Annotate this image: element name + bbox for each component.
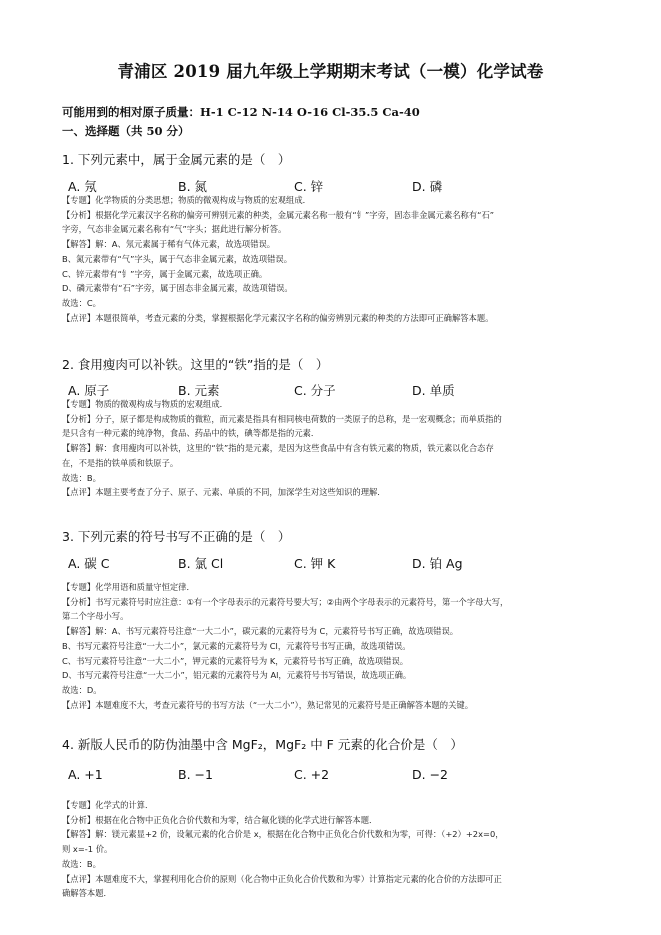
question-2-stem: 2. 食用瘦肉可以补铁。这里的“铁”指的是（ ） xyxy=(62,357,329,372)
explanation-line: 故选：B。 xyxy=(62,858,101,869)
explanation-line: 【点评】本题主要考查了分子、原子、元素、单质的不同，加深学生对这些知识的理解． xyxy=(62,487,386,498)
question-1-stem: 1. 下列元素中，属于金属元素的是（ ） xyxy=(62,152,291,167)
explanation-line: 【专题】化学式的计算． xyxy=(62,800,154,810)
option-b: B. 氯 Cl xyxy=(178,556,224,571)
page-title: 青浦区 2019 届九年级上学期期末考试（一模）化学试卷 xyxy=(117,62,544,81)
explanation-line: C、锌元素带有“钅”字旁，属于金属元素，故选项正确。 xyxy=(62,268,268,279)
option-b: B. 氮 xyxy=(178,179,208,194)
option-c: C. +2 xyxy=(294,767,330,782)
explanation-line: 第二个字母小写。 xyxy=(62,611,129,622)
explanation-line: 【专题】化学物质的分类思想；物质的微观构成与物质的宏观组成． xyxy=(62,195,311,205)
explanation-line: 【分析】分子，原子都是构成物质的微粒，而元素是指具有相同核电荷数的一类原子的总称，是一宏观概念；而单质指的 xyxy=(62,413,502,424)
explanation-line: 【专题】化学用语和质量守恒定律． xyxy=(62,582,195,592)
explanation-line: 则 x=-1 价。 xyxy=(62,844,113,855)
explanation-line: C、书写元素符号注意“一大二小”，钾元素的元素符号为 K，元素符号书写正确，故选项错误。 xyxy=(62,655,409,666)
option-d: D. −2 xyxy=(412,767,448,782)
explanation-line: 【点评】本题很简单，考查元素的分类，掌握根据化学元素汉字名称的偏旁辨别元素的种类的方法即可正确解答本题。 xyxy=(62,312,494,323)
option-c: C. 钾 K xyxy=(294,556,336,571)
option-d: D. 磷 xyxy=(412,179,443,194)
question-4-explanation xyxy=(62,798,610,901)
explanation-line: D、磷元素带有“石”字旁，属于固态非金属元素，故选项错误。 xyxy=(62,283,293,294)
option-b: B. −1 xyxy=(178,767,213,782)
atomic-masses-line: 可能用到的相对原子质量：H-1 C-12 N-14 O-16 Cl-35.5 Ca-40 xyxy=(62,105,420,119)
explanation-line: 【点评】本题难度不大，掌握利用化合价的原则（化合物中正负化合价代数和为零）计算指定元素的化合价的方法即可正 xyxy=(62,873,502,884)
explanation-line: 【解答】解：镁元素显+2 价，设氟元素的化合价是 x，根据在化合物中正负化合价代数和为零，可得：（+2）+2x=0， xyxy=(62,829,504,840)
explanation-line: D、书写元素符号注意“一大二小”，铝元素的元素符号为 Al，元素符号书写错误，故选项正确。 xyxy=(62,670,412,681)
explanation-line: 【解答】解：A、氖元素属于稀有气体元素，故选项错误。 xyxy=(62,239,276,250)
question-4-options xyxy=(68,767,628,785)
option-c: C. 锌 xyxy=(294,179,324,194)
explanation-line: 【分析】根据化学元素汉字名称的偏旁可辨别元素的种类，金属元素名称一般有“钅”字旁，固态非金属元素名称有“石” xyxy=(62,209,495,220)
option-d: D. 单质 xyxy=(412,383,455,398)
question-1-explanation xyxy=(62,193,610,325)
explanation-line: 故选：B。 xyxy=(62,472,101,483)
explanation-line: 故选：C。 xyxy=(62,297,101,308)
explanation-line: 在，不是指的铁单质和铁原子。 xyxy=(62,457,179,468)
question-3-stem: 3. 下列元素的符号书写不正确的是（ ） xyxy=(62,529,291,544)
explanation-line: B、书写元素符号注意“一大二小”，氯元素的元素符号为 Cl，元素符号书写正确，故选项错误。 xyxy=(62,640,411,651)
question-4-stem: 4. 新版人民币的防伪油墨中含 MgF₂，MgF₂ 中 F 元素的化合价是（ ） xyxy=(62,737,463,752)
option-b: B. 元素 xyxy=(178,383,220,398)
explanation-line: 【解答】解：A、书写元素符号注意“一大二小”，碳元素的元素符号为 C，元素符号书写正确，故选项错误。 xyxy=(62,626,459,637)
question-3-options xyxy=(68,554,628,572)
question-2-explanation xyxy=(62,397,610,500)
explanation-line: 【分析】书写元素符号时应注意：①有一个字母表示的元素符号要大写；②由两个字母表示的元素符号，第一个字母大写， xyxy=(62,596,509,607)
option-a: A. 原子 xyxy=(68,383,110,398)
explanation-line: 故选：D。 xyxy=(62,684,102,695)
question-3-explanation xyxy=(62,580,610,712)
option-d: D. 铂 Ag xyxy=(412,556,463,571)
option-a: A. 氖 xyxy=(68,179,97,194)
explanation-line: 字旁，气态非金属元素名称有“气”字头；据此进行解分析答。 xyxy=(62,224,287,235)
option-a: A. +1 xyxy=(68,767,103,782)
explanation-line: 【解答】解：食用瘦肉可以补铁，这里的“铁”指的是元素，是因为这些食品中有含有铁元素的物质，铁元素以化合态存 xyxy=(62,443,494,454)
option-c: C. 分子 xyxy=(294,383,336,398)
option-a: A. 碳 C xyxy=(68,556,110,571)
explanation-line: 是只含有一种元素的纯净物，食品、药品中的铁，碘等都是指的元素． xyxy=(62,428,320,439)
explanation-line: 【分析】根据在化合物中正负化合价代数和为零，结合氟化镁的化学式进行解答本题． xyxy=(62,814,378,825)
section-title: 一、选择题（共 50 分） xyxy=(62,124,190,138)
explanation-line: 【点评】本题难度不大，考查元素符号的书写方法（“一大二小”），熟记常见的元素符号是正确解答本题的关键。 xyxy=(62,699,473,710)
explanation-line: 确解答本题． xyxy=(62,888,112,899)
explanation-line: B、氮元素带有“气”字头，属于气态非金属元素，故选项错误。 xyxy=(62,253,293,264)
explanation-line: 【专题】物质的微观构成与物质的宏观组成． xyxy=(62,399,228,409)
